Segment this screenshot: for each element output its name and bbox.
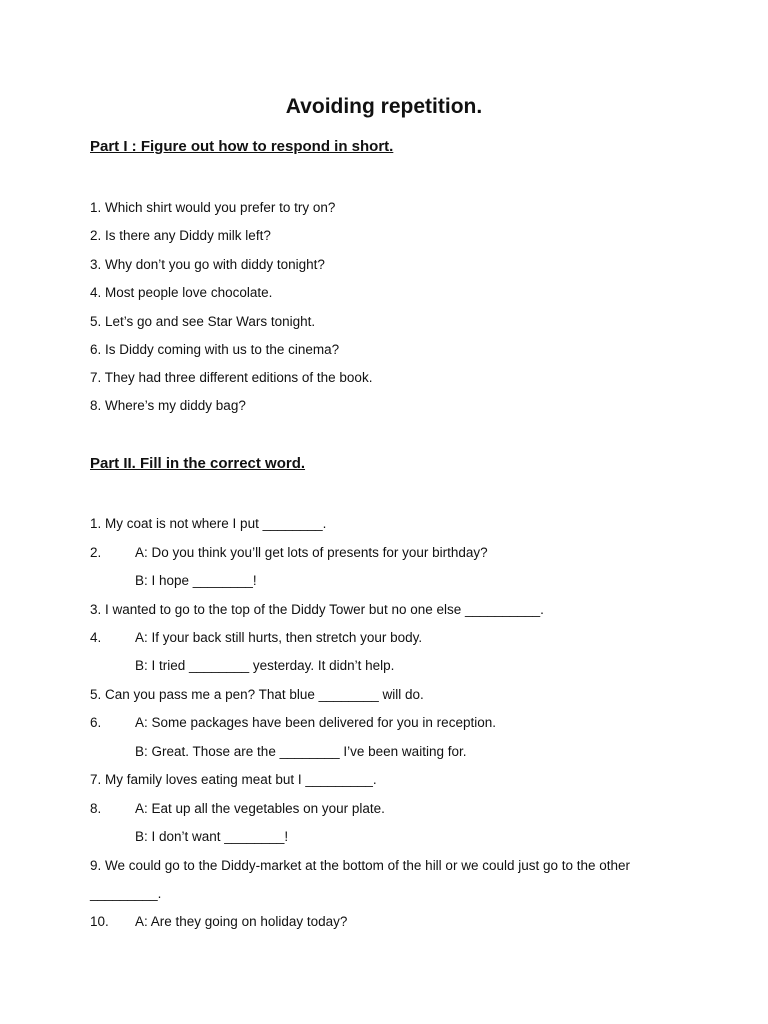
part-one-item: 3. Why don’t you go with diddy tonight? (90, 257, 325, 272)
part-two-heading: Part II. Fill in the correct word. (90, 455, 306, 472)
dialogue-line-a: A: Some packages have been delivered for you in reception. (135, 715, 496, 730)
part-two-item (90, 913, 347, 931)
dialogue-line-b: B: I hope ________! (135, 573, 257, 588)
part-two-item (90, 800, 385, 818)
part-two-item: 7. My family loves eating meat but I _________. (90, 772, 377, 787)
part-two-item (90, 544, 488, 562)
item-number: 4. (90, 630, 102, 645)
part-two-item (90, 714, 496, 732)
item-number: 2. (90, 545, 102, 560)
part-two-item: 9. We could go to the Diddy-market at the bottom of the hill or we could just go to the other (90, 858, 631, 873)
part-one-item: 7. They had three different editions of the book. (90, 370, 373, 385)
dialogue-line-a: A: Eat up all the vegetables on your plate. (135, 801, 385, 816)
dialogue-line-b: B: Great. Those are the ________ I’ve been waiting for. (135, 744, 467, 759)
item-number: 10. (90, 914, 109, 929)
part-two-item: 3. I wanted to go to the top of the Diddy Tower but no one else __________. (90, 602, 544, 617)
part-one-heading: Part I : Figure out how to respond in short. (90, 138, 394, 155)
part-one-item: 4. Most people love chocolate. (90, 285, 273, 300)
part-one-item: 8. Where’s my diddy bag? (90, 398, 246, 413)
part-one-item: 5. Let’s go and see Star Wars tonight. (90, 314, 316, 329)
part-one-item: 2. Is there any Diddy milk left? (90, 228, 271, 243)
part-two-item (90, 629, 422, 647)
dialogue-line-a: A: Do you think you’ll get lots of presents for your birthday? (135, 545, 488, 560)
part-two-item: 1. My coat is not where I put ________. (90, 516, 327, 531)
dialogue-line-b: B: I tried ________ yesterday. It didn’t help. (135, 658, 395, 673)
item-number: 8. (90, 801, 102, 816)
dialogue-line-a: A: If your back still hurts, then stretch your body. (135, 630, 423, 645)
part-two-item: 5. Can you pass me a pen? That blue ________ will do. (90, 687, 424, 702)
item-number: 6. (90, 715, 102, 730)
page-title: Avoiding repetition. (285, 95, 483, 118)
part-two-item-continuation: _________. (90, 886, 162, 901)
part-one-item: 1. Which shirt would you prefer to try on? (90, 200, 336, 215)
part-one-item: 6. Is Diddy coming with us to the cinema? (90, 342, 340, 357)
dialogue-line-b: B: I don’t want ________! (135, 829, 289, 844)
dialogue-line-a: A: Are they going on holiday today? (135, 914, 348, 929)
